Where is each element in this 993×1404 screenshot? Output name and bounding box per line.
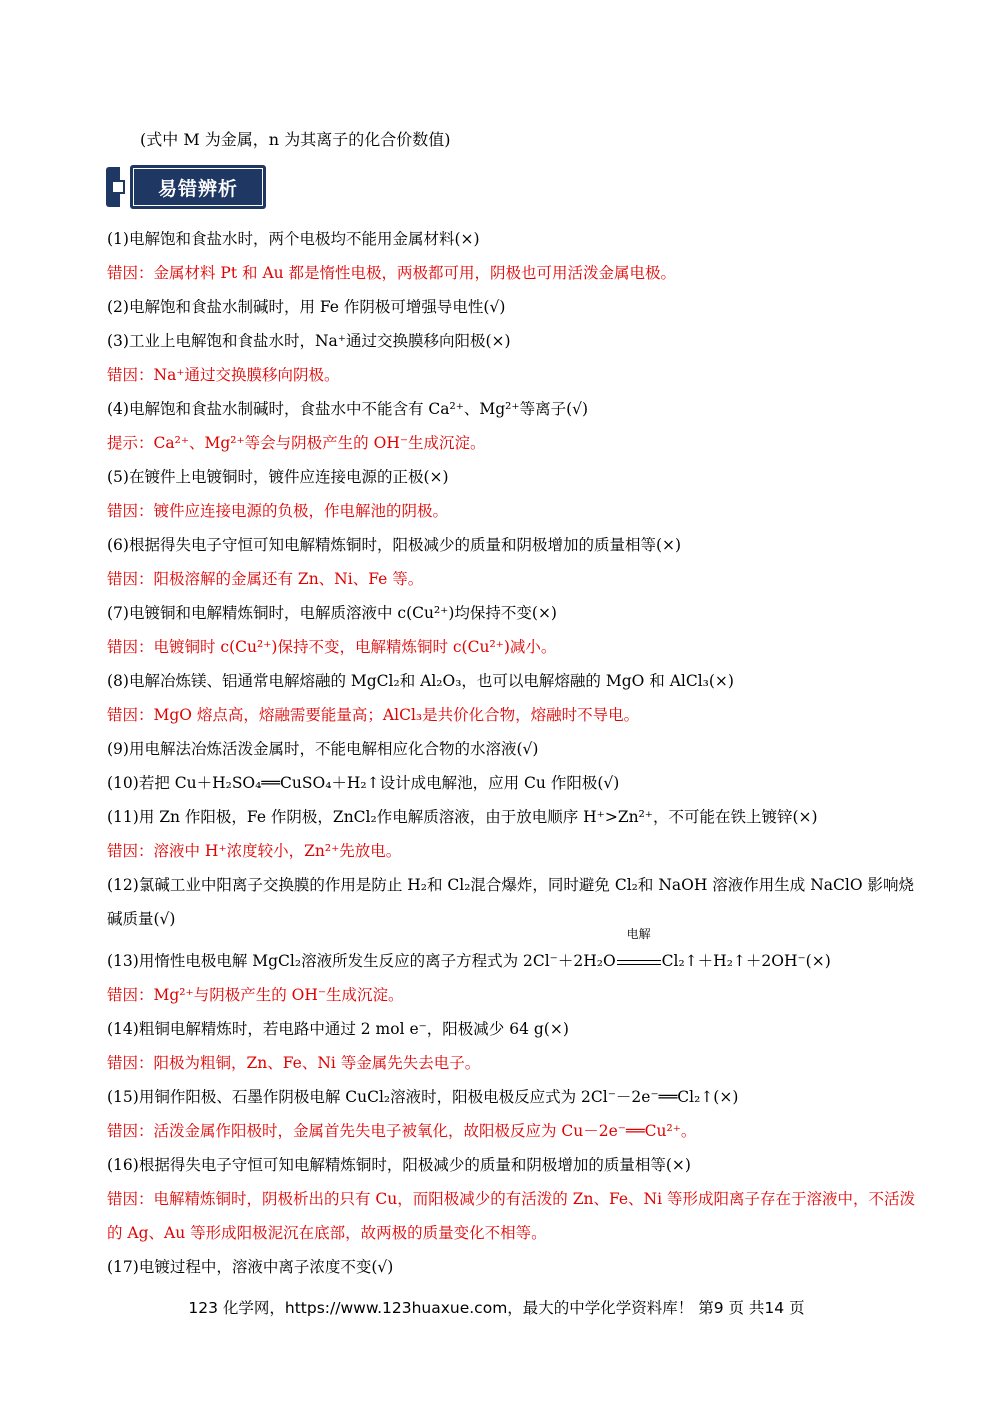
- error-reason-line: 错因：电解精炼铜时，阴极析出的只有 Cu，而阳极减少的有活泼的 Zn、Fe、Ni 等形成阳离子存在于溶液中，不活泼的 Ag、Au 等形成阳极泥沉在底部，故两极的质量变化不相等。: [107, 1190, 915, 1242]
- error-reason-line: 错因：阳极为粗铜，Zn、Fe、Ni 等金属先失去电子。: [107, 1054, 481, 1072]
- statement-line: (14)粗铜电解精炼时，若电路中通过 2 mol e⁻，阳极减少 64 g(×): [107, 1020, 569, 1038]
- statement-line: (4)电解饱和食盐水制碱时，食盐水中不能含有 Ca²⁺、Mg²⁺等离子(√): [107, 400, 589, 418]
- error-reason-line: 错因：Mg²⁺与阴极产生的 OH⁻生成沉淀。: [107, 986, 404, 1004]
- intro-note: (式中 M 为金属，n 为其离子的化合价数值): [140, 130, 451, 149]
- equation-right: Cl₂↑＋H₂↑＋2OH⁻(×): [661, 952, 831, 970]
- statement-line: (7)电镀铜和电解精炼铜时，电解质溶液中 c(Cu²⁺)均保持不变(×): [107, 604, 557, 622]
- electrolysis-arrow: [616, 927, 662, 978]
- statement-line: (9)用电解法冶炼活泼金属时，不能电解相应化合物的水溶液(√): [107, 740, 539, 758]
- equation-left: (13)用惰性电极电解 MgCl₂溶液所发生反应的离子方程式为 2Cl⁻＋2H₂O: [107, 952, 616, 970]
- section-title: 易错辨析: [133, 168, 263, 206]
- statement-line: (12)氯碱工业中阳离子交换膜的作用是防止 H₂和 Cl₂混合爆炸，同时避免 Cl₂和 NaOH 溶液作用生成 NaClO 影响烧碱质量(√): [107, 876, 914, 928]
- error-reason-line: 错因：电镀铜时 c(Cu²⁺)保持不变，电解精炼铜时 c(Cu²⁺)减小。: [107, 638, 557, 656]
- header-box: [130, 165, 266, 209]
- statement-line: (1)电解饱和食盐水时，两个电极均不能用金属材料(×): [107, 230, 480, 248]
- statement-line: (17)电镀过程中，溶液中离子浓度不变(√): [107, 1258, 394, 1276]
- statement-line: (2)电解饱和食盐水制碱时，用 Fe 作阴极可增强导电性(√): [107, 298, 506, 316]
- error-reason-line: 错因：阳极溶解的金属还有 Zn、Ni、Fe 等。: [107, 570, 424, 588]
- statement-line: (5)在镀件上电镀铜时，镀件应连接电源的正极(×): [107, 468, 449, 486]
- error-reason-line: 错因：MgO 熔点高，熔融需要能量高；AlCl₃是共价化合物，熔融时不导电。: [107, 706, 640, 724]
- statement-line: (8)电解冶炼镁、铝通常电解熔融的 MgCl₂和 Al₂O₃，也可以电解熔融的 MgO 和 AlCl₃(×): [107, 672, 734, 690]
- error-analysis-list: [107, 222, 917, 1284]
- electrolysis-condition: 电解: [626, 927, 651, 941]
- error-reason-line: 错因：金属材料 Pt 和 Au 都是惰性电极，两极都可用，阴极也可用活泼金属电极。: [107, 264, 677, 282]
- statement-line: (15)用铜作阳极、石墨作阴极电解 CuCl₂溶液时，阳极电极反应式为 2Cl⁻－2e⁻══Cl₂↑(×): [107, 1088, 739, 1106]
- statement-line: (10)若把 Cu＋H₂SO₄══CuSO₄＋H₂↑设计成电解池，应用 Cu 作阳极(√): [107, 774, 620, 792]
- statement-line: (6)根据得失电子守恒可知电解精炼铜时，阳极减少的质量和阴极增加的质量相等(×): [107, 536, 682, 554]
- section-header: [106, 165, 266, 211]
- statement-line: [107, 927, 917, 978]
- error-reason-line: 错因：溶液中 H⁺浓度较小，Zn²⁺先放电。: [107, 842, 402, 860]
- error-reason-line: 提示：Ca²⁺、Mg²⁺等会与阴极产生的 OH⁻生成沉淀。: [107, 434, 486, 452]
- statement-line: (3)工业上电解饱和食盐水时，Na⁺通过交换膜移向阳极(×): [107, 332, 511, 350]
- statement-line: (11)用 Zn 作阳极，Fe 作阴极，ZnCl₂作电解质溶液，由于放电顺序 H⁺>Zn²⁺，不可能在铁上镀锌(×): [107, 808, 818, 826]
- page-footer: 123 化学网，https://www.123huaxue.com，最大的中学化学资料库！ 第9 页 共14 页: [188, 1299, 805, 1317]
- header-tab-decoration: [106, 167, 120, 207]
- error-reason-line: 错因：镀件应连接电源的负极，作电解池的阴极。: [107, 502, 449, 520]
- statement-line: (16)根据得失电子守恒可知电解精炼铜时，阳极减少的质量和阴极增加的质量相等(×): [107, 1156, 691, 1174]
- error-reason-line: 错因：Na⁺通过交换膜移向阴极。: [107, 366, 340, 384]
- error-reason-line: 错因：活泼金属作阳极时，金属首先失电子被氧化，故阳极反应为 Cu－2e⁻══Cu²⁺。: [107, 1122, 697, 1140]
